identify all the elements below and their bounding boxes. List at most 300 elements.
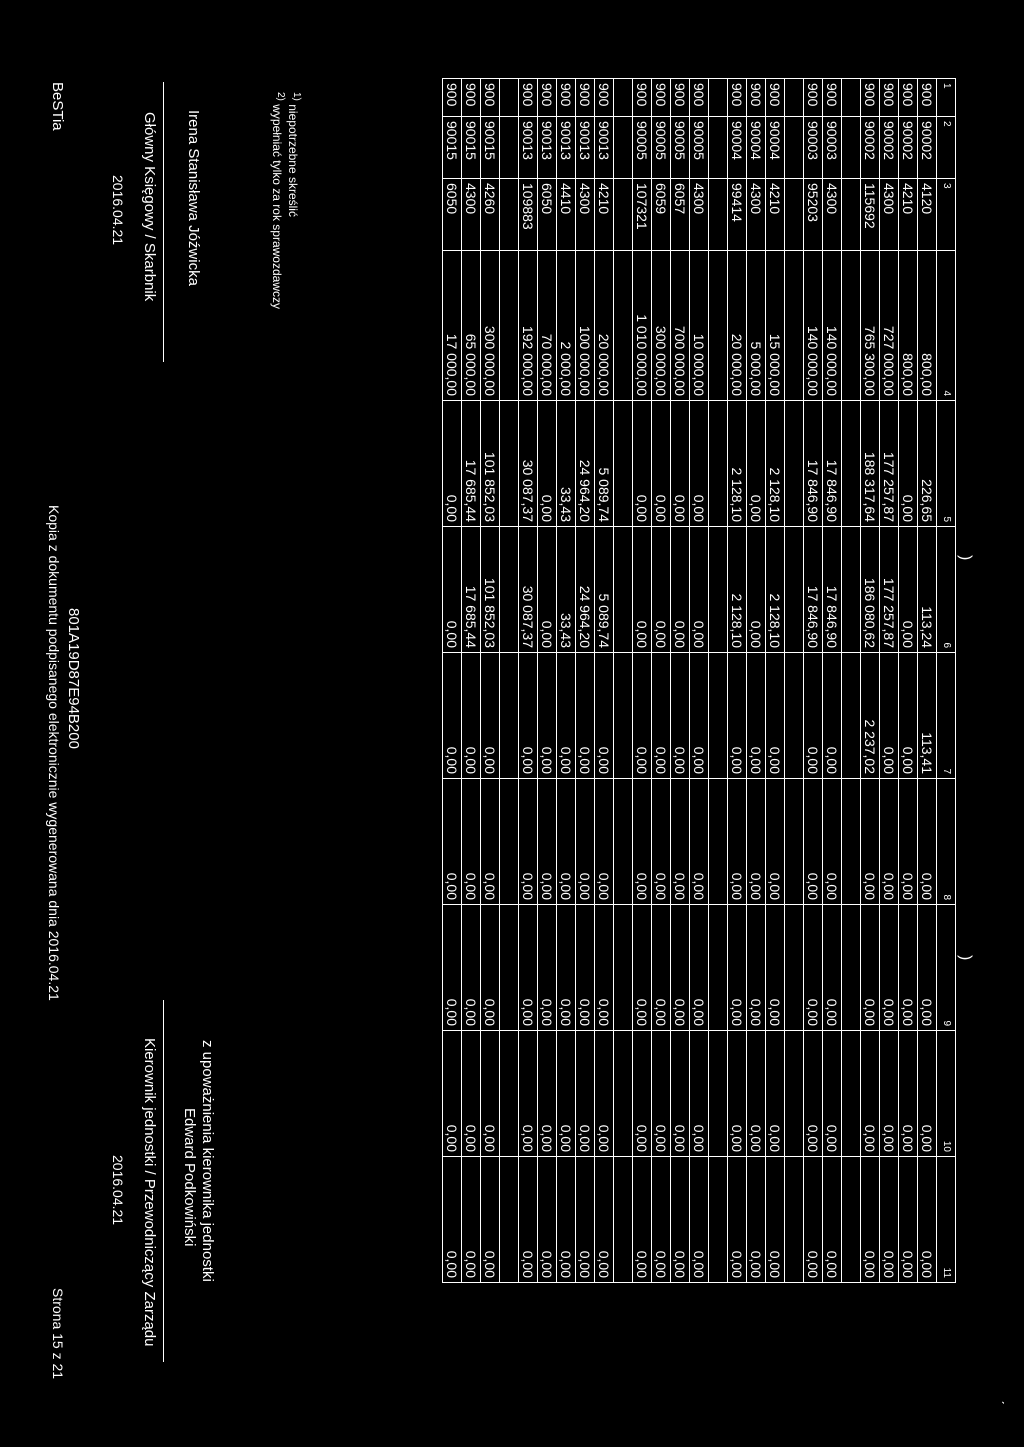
cell-c5: 0,00 (633, 401, 652, 527)
cell-c8: 0,00 (652, 779, 671, 905)
cell-c6: 0,00 (633, 527, 652, 653)
cell-c8: 0,00 (633, 779, 652, 905)
cell-c8: 0,00 (899, 779, 918, 905)
cell-c11: 0,00 (747, 1157, 766, 1283)
cell-c6: 17 685,44 (462, 527, 481, 653)
cell-par: 99414 (728, 179, 747, 251)
cell-c11: 0,00 (576, 1157, 595, 1283)
cell-c9: 0,00 (747, 905, 766, 1031)
cell-c10: 0,00 (652, 1031, 671, 1157)
footnote-text: niepotrzebne skreślić (286, 104, 300, 217)
cell-c7: 0,00 (766, 653, 785, 779)
cell-c10: 0,00 (861, 1031, 880, 1157)
cell-c10: 0,00 (481, 1031, 500, 1157)
separator-cell (500, 653, 519, 779)
separator-cell (842, 527, 861, 653)
unit-head-role: Kierownik jednostki / Przewodniczący Zarządu (141, 1038, 158, 1347)
cell-dz: 900 (861, 79, 880, 117)
cell-c9: 0,00 (652, 905, 671, 1031)
separator-cell (500, 401, 519, 527)
chief-accountant-date: 2016.04.21 (110, 175, 126, 246)
table-row (538, 79, 557, 1283)
cell-dz: 900 (880, 79, 899, 117)
signature-line-right (163, 1000, 164, 1362)
footer-app-name: BeSTia (49, 82, 66, 131)
cell-c9: 0,00 (766, 905, 785, 1031)
cell-c6: 0,00 (538, 527, 557, 653)
separator-cell (500, 1157, 519, 1283)
cell-roz: 90004 (766, 117, 785, 179)
cell-c9: 0,00 (481, 905, 500, 1031)
cell-c8: 0,00 (766, 779, 785, 905)
cell-par: 4300 (690, 179, 709, 251)
cell-par: 4410 (557, 179, 576, 251)
cell-par: 6050 (538, 179, 557, 251)
cell-c9: 0,00 (899, 905, 918, 1031)
cell-c10: 0,00 (519, 1031, 538, 1157)
cell-c6: 177 257,87 (880, 527, 899, 653)
cell-c4: 20 000,00 (595, 251, 614, 401)
group-separator (842, 79, 861, 1283)
cell-c6: 24 964,20 (576, 527, 595, 653)
cell-dz: 900 (557, 79, 576, 117)
cell-c9: 0,00 (918, 905, 937, 1031)
separator-cell (709, 1157, 728, 1283)
cell-c8: 0,00 (462, 779, 481, 905)
cell-c5: 0,00 (443, 401, 462, 527)
group-separator (709, 79, 728, 1283)
cell-roz: 90005 (671, 117, 690, 179)
table-row (747, 79, 766, 1283)
separator-cell (785, 905, 804, 1031)
cell-c7: 0,00 (538, 653, 557, 779)
table-body (443, 79, 937, 1283)
table-row (443, 79, 462, 1283)
footnote-mark: 2) (275, 92, 286, 101)
cell-c4: 10 000,00 (690, 251, 709, 401)
cell-c6: 0,00 (652, 527, 671, 653)
cell-roz: 90015 (481, 117, 500, 179)
table-row (519, 79, 538, 1283)
separator-cell (500, 905, 519, 1031)
cell-c9: 0,00 (690, 905, 709, 1031)
unit-head-date: 2016.04.21 (110, 1155, 126, 1226)
col-num: 6 (937, 527, 956, 653)
cell-c9: 0,00 (728, 905, 747, 1031)
cell-c11: 0,00 (462, 1157, 481, 1283)
separator-cell (785, 117, 804, 179)
separator-cell (709, 1031, 728, 1157)
table-row (557, 79, 576, 1283)
cell-c11: 0,00 (823, 1157, 842, 1283)
unit-head-name: Edward Podkowiński (181, 1108, 198, 1247)
cell-dz: 900 (899, 79, 918, 117)
bracket-mark-b: ) (957, 955, 974, 961)
cell-c4: 140 000,00 (823, 251, 842, 401)
cell-c7: 0,00 (899, 653, 918, 779)
cell-roz: 90013 (519, 117, 538, 179)
col-num: 2 (937, 117, 956, 179)
cell-c7: 0,00 (823, 653, 842, 779)
separator-cell (614, 401, 633, 527)
table-row (633, 79, 652, 1283)
cell-c4: 140 000,00 (804, 251, 823, 401)
cell-c10: 0,00 (462, 1031, 481, 1157)
cell-c11: 0,00 (481, 1157, 500, 1283)
separator-cell (785, 1157, 804, 1283)
cell-roz: 90003 (823, 117, 842, 179)
cell-c7: 0,00 (481, 653, 500, 779)
cell-c10: 0,00 (766, 1031, 785, 1157)
table-row (671, 79, 690, 1283)
cell-c8: 0,00 (823, 779, 842, 905)
cell-c6: 186 080,62 (861, 527, 880, 653)
cell-c9: 0,00 (557, 905, 576, 1031)
cell-c7: 0,00 (595, 653, 614, 779)
cell-c5: 17 846,90 (804, 401, 823, 527)
cell-c10: 0,00 (690, 1031, 709, 1157)
cell-par: 6050 (443, 179, 462, 251)
cell-c11: 0,00 (519, 1157, 538, 1283)
cell-c8: 0,00 (595, 779, 614, 905)
cell-c9: 0,00 (443, 905, 462, 1031)
cell-c6: 0,00 (899, 527, 918, 653)
table-row (576, 79, 595, 1283)
separator-cell (709, 527, 728, 653)
cell-c5: 33,43 (557, 401, 576, 527)
separator-cell (842, 117, 861, 179)
cell-dz: 900 (538, 79, 557, 117)
separator-cell (709, 79, 728, 117)
footnote-2 (270, 92, 286, 309)
separator-cell (785, 1031, 804, 1157)
cell-c5: 2 128,10 (728, 401, 747, 527)
cell-c7: 0,00 (462, 653, 481, 779)
cell-c11: 0,00 (633, 1157, 652, 1283)
cell-c8: 0,00 (690, 779, 709, 905)
separator-cell (709, 179, 728, 251)
table-row (918, 79, 937, 1283)
col-num: 8 (937, 779, 956, 905)
col-num: 10 (937, 1031, 956, 1157)
cell-par: 4300 (462, 179, 481, 251)
cell-c9: 0,00 (633, 905, 652, 1031)
col-num: 4 (937, 251, 956, 401)
chief-accountant-name: Irena Stanisława Jóźwicka (185, 110, 202, 286)
cell-c10: 0,00 (804, 1031, 823, 1157)
cell-c11: 0,00 (861, 1157, 880, 1283)
report-table (442, 78, 956, 1283)
separator-cell (614, 653, 633, 779)
cell-dz: 900 (747, 79, 766, 117)
footnote-text: wypełniać tylko za rok sprawozdawczy (270, 104, 284, 309)
cell-roz: 90013 (557, 117, 576, 179)
separator-cell (842, 79, 861, 117)
separator-cell (842, 905, 861, 1031)
separator-cell (842, 653, 861, 779)
cell-c5: 5 089,74 (595, 401, 614, 527)
cell-c9: 0,00 (823, 905, 842, 1031)
cell-par: 6059 (652, 179, 671, 251)
cell-roz: 90002 (861, 117, 880, 179)
separator-cell (614, 779, 633, 905)
cell-par: 95203 (804, 179, 823, 251)
footnote-1 (286, 92, 302, 217)
separator-cell (500, 779, 519, 905)
separator-cell (842, 251, 861, 401)
cell-par: 109883 (519, 179, 538, 251)
separator-cell (785, 779, 804, 905)
separator-cell (785, 653, 804, 779)
cell-c6: 0,00 (443, 527, 462, 653)
separator-cell (842, 779, 861, 905)
cell-c6: 101 852,03 (481, 527, 500, 653)
chief-accountant-role: Główny Księgowy / Skarbnik (141, 112, 158, 302)
cell-roz: 90005 (690, 117, 709, 179)
cell-c7: 0,00 (557, 653, 576, 779)
footnote-mark: 1) (291, 92, 302, 101)
cell-c9: 0,00 (576, 905, 595, 1031)
separator-cell (500, 527, 519, 653)
cell-c6: 0,00 (747, 527, 766, 653)
cell-dz: 900 (690, 79, 709, 117)
separator-cell (709, 251, 728, 401)
cell-dz: 900 (595, 79, 614, 117)
cell-c8: 0,00 (918, 779, 937, 905)
cell-c4: 15 000,00 (766, 251, 785, 401)
table-row (823, 79, 842, 1283)
col-num: 5 (937, 401, 956, 527)
cell-c4: 300 000,00 (652, 251, 671, 401)
cell-c11: 0,00 (766, 1157, 785, 1283)
cell-c11: 0,00 (538, 1157, 557, 1283)
separator-cell (614, 1031, 633, 1157)
cell-c11: 0,00 (899, 1157, 918, 1283)
separator-cell (500, 179, 519, 251)
cell-dz: 900 (519, 79, 538, 117)
separator-cell (614, 251, 633, 401)
cell-dz: 900 (823, 79, 842, 117)
cell-dz: 900 (462, 79, 481, 117)
table-row (880, 79, 899, 1283)
cell-c11: 0,00 (690, 1157, 709, 1283)
cell-c4: 700 000,00 (671, 251, 690, 401)
cell-c7: 0,00 (728, 653, 747, 779)
cell-roz: 90005 (633, 117, 652, 179)
cell-c6: 17 846,90 (804, 527, 823, 653)
cell-c8: 0,00 (671, 779, 690, 905)
cell-c8: 0,00 (443, 779, 462, 905)
cell-c10: 0,00 (728, 1031, 747, 1157)
column-number-row (937, 79, 956, 1283)
document-hash: 801A19D87E94B200 (65, 608, 82, 749)
separator-cell (785, 401, 804, 527)
cell-c11: 0,00 (918, 1157, 937, 1283)
cell-c9: 0,00 (861, 905, 880, 1031)
cell-c6: 0,00 (671, 527, 690, 653)
cell-c6: 30 087,37 (519, 527, 538, 653)
cell-c5: 226,65 (918, 401, 937, 527)
cell-c11: 0,00 (595, 1157, 614, 1283)
cell-c7: 0,00 (671, 653, 690, 779)
signature-line-left (163, 82, 164, 362)
cell-c7: 113,41 (918, 653, 937, 779)
cell-c4: 20 000,00 (728, 251, 747, 401)
cell-c10: 0,00 (595, 1031, 614, 1157)
col-num: 11 (937, 1157, 956, 1283)
cell-c8: 0,00 (538, 779, 557, 905)
table-row (595, 79, 614, 1283)
cell-roz: 90003 (804, 117, 823, 179)
group-separator (500, 79, 519, 1283)
cell-c4: 17 000,00 (443, 251, 462, 401)
bracket-mark-a: ) (957, 555, 974, 561)
cell-c7: 0,00 (576, 653, 595, 779)
page-number: Strona 15 z 21 (50, 1288, 66, 1380)
separator-cell (842, 1157, 861, 1283)
cell-c10: 0,00 (880, 1031, 899, 1157)
cell-par: 4300 (576, 179, 595, 251)
cell-roz: 90002 (880, 117, 899, 179)
separator-cell (500, 79, 519, 117)
cell-par: 4210 (899, 179, 918, 251)
cell-c5: 2 128,10 (766, 401, 785, 527)
table-row (766, 79, 785, 1283)
cell-c8: 0,00 (804, 779, 823, 905)
separator-cell (709, 117, 728, 179)
cell-c7: 0,00 (652, 653, 671, 779)
cell-c4: 1 010 000,00 (633, 251, 652, 401)
table-row (728, 79, 747, 1283)
cell-c5: 0,00 (899, 401, 918, 527)
cell-c4: 800,00 (899, 251, 918, 401)
cell-c9: 0,00 (804, 905, 823, 1031)
cell-c9: 0,00 (880, 905, 899, 1031)
separator-cell (614, 79, 633, 117)
cell-roz: 90002 (899, 117, 918, 179)
cell-c10: 0,00 (671, 1031, 690, 1157)
cell-c7: 2 237,02 (861, 653, 880, 779)
cell-roz: 90013 (595, 117, 614, 179)
table-row (899, 79, 918, 1283)
cell-c10: 0,00 (538, 1031, 557, 1157)
cell-c4: 100 000,00 (576, 251, 595, 401)
separator-cell (709, 653, 728, 779)
cell-c7: 0,00 (633, 653, 652, 779)
cell-c6: 33,43 (557, 527, 576, 653)
cell-roz: 90013 (538, 117, 557, 179)
cell-c4: 65 000,00 (462, 251, 481, 401)
separator-cell (500, 1031, 519, 1157)
cell-c4: 70 000,00 (538, 251, 557, 401)
group-separator (614, 79, 633, 1283)
authorization-note: z upoważnienia kierownika jednostki (199, 1040, 216, 1282)
separator-cell (842, 1031, 861, 1157)
cell-c10: 0,00 (443, 1031, 462, 1157)
cell-c5: 24 964,20 (576, 401, 595, 527)
cell-par: 4210 (595, 179, 614, 251)
cell-c7: 0,00 (747, 653, 766, 779)
cell-dz: 900 (804, 79, 823, 117)
cell-par: 4300 (823, 179, 842, 251)
cell-c5: 17 685,44 (462, 401, 481, 527)
cell-dz: 900 (728, 79, 747, 117)
col-num: 3 (937, 179, 956, 251)
cell-c7: 0,00 (880, 653, 899, 779)
cell-c5: 0,00 (538, 401, 557, 527)
separator-cell (785, 79, 804, 117)
table-row (804, 79, 823, 1283)
cell-dz: 900 (576, 79, 595, 117)
cell-c6: 17 846,90 (823, 527, 842, 653)
separator-cell (709, 779, 728, 905)
separator-cell (785, 179, 804, 251)
cell-roz: 90015 (462, 117, 481, 179)
cell-par: 4300 (747, 179, 766, 251)
cell-c8: 0,00 (576, 779, 595, 905)
cell-c4: 300 000,00 (481, 251, 500, 401)
cell-c5: 0,00 (671, 401, 690, 527)
cell-c6: 2 128,10 (728, 527, 747, 653)
cell-c9: 0,00 (462, 905, 481, 1031)
cell-c8: 0,00 (519, 779, 538, 905)
cell-roz: 90013 (576, 117, 595, 179)
separator-cell (842, 179, 861, 251)
cell-c8: 0,00 (481, 779, 500, 905)
separator-cell (614, 905, 633, 1031)
cell-c5: 30 087,37 (519, 401, 538, 527)
cell-dz: 900 (918, 79, 937, 117)
separator-cell (614, 527, 633, 653)
cell-c10: 0,00 (823, 1031, 842, 1157)
separator-cell (785, 251, 804, 401)
cell-par: 115692 (861, 179, 880, 251)
table-row (481, 79, 500, 1283)
cell-roz: 90002 (918, 117, 937, 179)
cell-c4: 2 000,00 (557, 251, 576, 401)
cell-c9: 0,00 (519, 905, 538, 1031)
separator-cell (842, 401, 861, 527)
cell-c6: 5 089,74 (595, 527, 614, 653)
cell-par: 107321 (633, 179, 652, 251)
separator-cell (709, 401, 728, 527)
cell-c5: 0,00 (652, 401, 671, 527)
cell-dz: 900 (652, 79, 671, 117)
electronic-copy-note: Kopia z dokumentu podpisanego elektronicznie wygenerowana dnia 2016.04.21 (46, 505, 62, 1001)
cell-c10: 0,00 (576, 1031, 595, 1157)
cell-dz: 900 (671, 79, 690, 117)
cell-c11: 0,00 (671, 1157, 690, 1283)
cell-c5: 17 846,90 (823, 401, 842, 527)
cell-c10: 0,00 (918, 1031, 937, 1157)
cell-c11: 0,00 (804, 1157, 823, 1283)
table-row (690, 79, 709, 1283)
cell-c4: 5 000,00 (747, 251, 766, 401)
cell-par: 4120 (918, 179, 937, 251)
cell-c7: 0,00 (690, 653, 709, 779)
cell-dz: 900 (443, 79, 462, 117)
separator-cell (614, 1157, 633, 1283)
table-row (652, 79, 671, 1283)
cell-dz: 900 (633, 79, 652, 117)
cell-c5: 0,00 (690, 401, 709, 527)
cell-c5: 177 257,87 (880, 401, 899, 527)
cell-c10: 0,00 (899, 1031, 918, 1157)
cell-par: 4300 (880, 179, 899, 251)
cell-c11: 0,00 (557, 1157, 576, 1283)
cell-roz: 90015 (443, 117, 462, 179)
cell-c5: 188 317,64 (861, 401, 880, 527)
